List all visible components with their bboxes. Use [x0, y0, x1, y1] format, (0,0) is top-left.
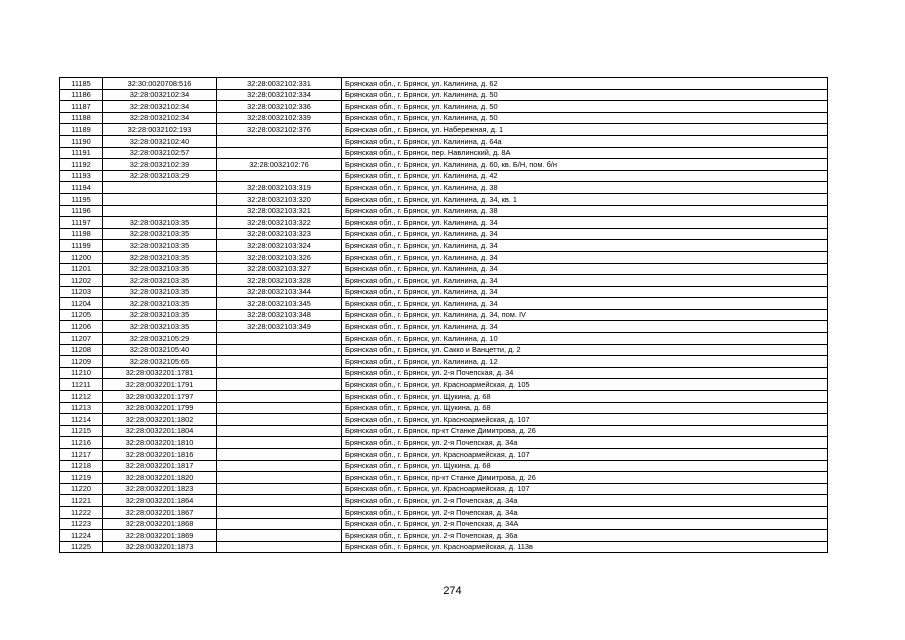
new-cadastral-number-cell: 32:28:0032103:348: [217, 309, 342, 321]
table-row: [60, 159, 828, 171]
table-row: [60, 263, 828, 275]
row-number-cell: 11200: [60, 251, 103, 263]
old-cadastral-number-cell: 32:28:0032103:35: [103, 286, 217, 298]
address-cell: Брянская обл., г. Брянск, ул. Калинина, д. 34, пом. IV: [342, 309, 828, 321]
new-cadastral-number-cell: 32:28:0032102:336: [217, 101, 342, 113]
table-row: [60, 170, 828, 182]
row-number-cell: 11195: [60, 193, 103, 205]
new-cadastral-number-cell: 32:28:0032103:321: [217, 205, 342, 217]
old-cadastral-number-cell: 32:28:0032201:1823: [103, 483, 217, 495]
address-cell: Брянская обл., г. Брянск, ул. Красноармейская, д. 107: [342, 414, 828, 426]
row-number-cell: 11198: [60, 228, 103, 240]
table-row: [60, 217, 828, 229]
row-number-cell: 11224: [60, 530, 103, 542]
new-cadastral-number-cell: [217, 460, 342, 472]
row-number-cell: 11212: [60, 391, 103, 403]
address-cell: Брянская обл., г. Брянск, ул. Калинина, д. 10: [342, 333, 828, 345]
table-row: [60, 518, 828, 530]
table-row: [60, 379, 828, 391]
address-cell: Брянская обл., г. Брянск, ул. Калинина, д. 34: [342, 228, 828, 240]
row-number-cell: 11220: [60, 483, 103, 495]
address-cell: Брянская обл., г. Брянск, ул. Калинина, д. 34: [342, 240, 828, 252]
new-cadastral-number-cell: [217, 449, 342, 461]
table-row: [60, 391, 828, 403]
old-cadastral-number-cell: 32:28:0032201:1816: [103, 449, 217, 461]
table-row: [60, 228, 828, 240]
table-row: [60, 541, 828, 553]
new-cadastral-number-cell: 32:28:0032102:76: [217, 159, 342, 171]
old-cadastral-number-cell: 32:28:0032105:65: [103, 356, 217, 368]
old-cadastral-number-cell: 32:30:0020708:516: [103, 78, 217, 90]
row-number-cell: 11222: [60, 506, 103, 518]
new-cadastral-number-cell: [217, 483, 342, 495]
row-number-cell: 11203: [60, 286, 103, 298]
old-cadastral-number-cell: 32:28:0032201:1791: [103, 379, 217, 391]
new-cadastral-number-cell: 32:28:0032103:349: [217, 321, 342, 333]
page-number: 274: [443, 585, 462, 597]
table-row: [60, 344, 828, 356]
registry-table: [59, 77, 828, 553]
row-number-cell: 11190: [60, 135, 103, 147]
row-number-cell: 11213: [60, 402, 103, 414]
new-cadastral-number-cell: 32:28:0032103:327: [217, 263, 342, 275]
table-row: [60, 112, 828, 124]
new-cadastral-number-cell: 32:28:0032103:323: [217, 228, 342, 240]
new-cadastral-number-cell: [217, 367, 342, 379]
table-row: [60, 356, 828, 368]
table-row: [60, 449, 828, 461]
row-number-cell: 11211: [60, 379, 103, 391]
old-cadastral-number-cell: 32:28:0032103:29: [103, 170, 217, 182]
new-cadastral-number-cell: [217, 402, 342, 414]
table-row: [60, 460, 828, 472]
new-cadastral-number-cell: [217, 541, 342, 553]
address-cell: Брянская обл., г. Брянск, пр-кт Станке Димитрова, д. 26: [342, 472, 828, 484]
address-cell: Брянская обл., г. Брянск, ул. 2-я Почепская, д. 34: [342, 367, 828, 379]
row-number-cell: 11223: [60, 518, 103, 530]
new-cadastral-number-cell: [217, 425, 342, 437]
new-cadastral-number-cell: [217, 333, 342, 345]
address-cell: Брянская обл., г. Брянск, ул. Калинина, д. 34: [342, 251, 828, 263]
address-cell: Брянская обл., г. Брянск, ул. Калинина, д. 38: [342, 205, 828, 217]
table-row: [60, 414, 828, 426]
address-cell: Брянская обл., г. Брянск, ул. Калинина, д. 12: [342, 356, 828, 368]
row-number-cell: 11216: [60, 437, 103, 449]
row-number-cell: 11193: [60, 170, 103, 182]
row-number-cell: 11215: [60, 425, 103, 437]
table-row: [60, 124, 828, 136]
address-cell: Брянская обл., г. Брянск, ул. Калинина, д. 50: [342, 89, 828, 101]
new-cadastral-number-cell: [217, 356, 342, 368]
address-cell: Брянская обл., г. Брянск, ул. Калинина, д. 34: [342, 286, 828, 298]
new-cadastral-number-cell: 32:28:0032103:326: [217, 251, 342, 263]
row-number-cell: 11208: [60, 344, 103, 356]
address-cell: Брянская обл., г. Брянск, ул. Красноармейская, д. 113в: [342, 541, 828, 553]
address-cell: Брянская обл., г. Брянск, ул. Набережная, д. 1: [342, 124, 828, 136]
address-cell: Брянская обл., г. Брянск, ул. Калинина, д. 34: [342, 217, 828, 229]
address-cell: Брянская обл., г. Брянск, ул. Калинина, д. 34: [342, 298, 828, 310]
new-cadastral-number-cell: [217, 135, 342, 147]
row-number-cell: 11191: [60, 147, 103, 159]
new-cadastral-number-cell: 32:28:0032103:319: [217, 182, 342, 194]
address-cell: Брянская обл., г. Брянск, ул. Сакко и Ванцетти, д. 2: [342, 344, 828, 356]
row-number-cell: 11192: [60, 159, 103, 171]
old-cadastral-number-cell: 32:28:0032103:35: [103, 321, 217, 333]
table-row: [60, 78, 828, 90]
table-row: [60, 506, 828, 518]
new-cadastral-number-cell: 32:28:0032103:322: [217, 217, 342, 229]
table-row: [60, 135, 828, 147]
old-cadastral-number-cell: 32:28:0032102:34: [103, 112, 217, 124]
old-cadastral-number-cell: 32:28:0032201:1781: [103, 367, 217, 379]
address-cell: Брянская обл., г. Брянск, ул. Калинина, д. 50: [342, 112, 828, 124]
old-cadastral-number-cell: 32:28:0032201:1799: [103, 402, 217, 414]
old-cadastral-number-cell: 32:28:0032201:1802: [103, 414, 217, 426]
address-cell: Брянская обл., г. Брянск, ул. Калинина, д. 34: [342, 321, 828, 333]
new-cadastral-number-cell: [217, 518, 342, 530]
new-cadastral-number-cell: 32:28:0032102:334: [217, 89, 342, 101]
address-cell: Брянская обл., г. Брянск, ул. Калинина, д. 50: [342, 101, 828, 113]
address-cell: Брянская обл., г. Брянск, ул. 2-я Почепская, д. 36а: [342, 530, 828, 542]
table-row: [60, 425, 828, 437]
address-cell: Брянская обл., г. Брянск, ул. 2-я Почепская, д. 34а: [342, 495, 828, 507]
new-cadastral-number-cell: [217, 147, 342, 159]
row-number-cell: 11217: [60, 449, 103, 461]
table-row: [60, 298, 828, 310]
old-cadastral-number-cell: 32:28:0032201:1873: [103, 541, 217, 553]
table-row: [60, 333, 828, 345]
old-cadastral-number-cell: [103, 182, 217, 194]
row-number-cell: 11189: [60, 124, 103, 136]
address-cell: Брянская обл., г. Брянск, ул. Красноармейская, д. 107: [342, 449, 828, 461]
old-cadastral-number-cell: 32:28:0032201:1797: [103, 391, 217, 403]
old-cadastral-number-cell: 32:28:0032102:193: [103, 124, 217, 136]
old-cadastral-number-cell: 32:28:0032103:35: [103, 240, 217, 252]
new-cadastral-number-cell: [217, 506, 342, 518]
old-cadastral-number-cell: 32:28:0032201:1810: [103, 437, 217, 449]
table-row: [60, 321, 828, 333]
table-row: [60, 286, 828, 298]
new-cadastral-number-cell: 32:28:0032102:339: [217, 112, 342, 124]
row-number-cell: 11218: [60, 460, 103, 472]
old-cadastral-number-cell: 32:28:0032102:34: [103, 101, 217, 113]
old-cadastral-number-cell: 32:28:0032102:39: [103, 159, 217, 171]
registry-table-body: [60, 78, 828, 553]
address-cell: Брянская обл., г. Брянск, ул. Калинина, д. 42: [342, 170, 828, 182]
table-row: [60, 367, 828, 379]
old-cadastral-number-cell: [103, 205, 217, 217]
address-cell: Брянская обл., г. Брянск, пер. Навлинский, д. 8А: [342, 147, 828, 159]
address-cell: Брянская обл., г. Брянск, ул. Калинина, д. 34, кв. 1: [342, 193, 828, 205]
table-row: [60, 472, 828, 484]
new-cadastral-number-cell: 32:28:0032102:331: [217, 78, 342, 90]
row-number-cell: 11209: [60, 356, 103, 368]
old-cadastral-number-cell: 32:28:0032201:1869: [103, 530, 217, 542]
address-cell: Брянская обл., г. Брянск, ул. Красноармейская, д. 105: [342, 379, 828, 391]
address-cell: Брянская обл., г. Брянск, ул. Щукина, д. 68: [342, 460, 828, 472]
address-cell: Брянская обл., г. Брянск, ул. Калинина, д. 62: [342, 78, 828, 90]
table-row: [60, 240, 828, 252]
row-number-cell: 11194: [60, 182, 103, 194]
row-number-cell: 11219: [60, 472, 103, 484]
old-cadastral-number-cell: 32:28:0032201:1804: [103, 425, 217, 437]
old-cadastral-number-cell: 32:28:0032105:29: [103, 333, 217, 345]
table-row: [60, 483, 828, 495]
table-row: [60, 495, 828, 507]
old-cadastral-number-cell: 32:28:0032201:1867: [103, 506, 217, 518]
address-cell: Брянская обл., г. Брянск, ул. Калинина, д. 64а: [342, 135, 828, 147]
table-row: [60, 437, 828, 449]
address-cell: Брянская обл., г. Брянск, ул. 2-я Почепская, д. 34А: [342, 518, 828, 530]
address-cell: Брянская обл., г. Брянск, ул. Щукина, д. 68: [342, 402, 828, 414]
row-number-cell: 11197: [60, 217, 103, 229]
new-cadastral-number-cell: [217, 391, 342, 403]
row-number-cell: 11207: [60, 333, 103, 345]
row-number-cell: 11199: [60, 240, 103, 252]
address-cell: Брянская обл., г. Брянск, ул. 2-я Почепская, д. 34а: [342, 506, 828, 518]
table-row: [60, 251, 828, 263]
row-number-cell: 11204: [60, 298, 103, 310]
row-number-cell: 11188: [60, 112, 103, 124]
new-cadastral-number-cell: [217, 379, 342, 391]
table-row: [60, 309, 828, 321]
old-cadastral-number-cell: 32:28:0032103:35: [103, 217, 217, 229]
address-cell: Брянская обл., г. Брянск, ул. Калинина, д. 34: [342, 275, 828, 287]
old-cadastral-number-cell: 32:28:0032201:1868: [103, 518, 217, 530]
address-cell: Брянская обл., г. Брянск, ул. Щукина, д. 68: [342, 391, 828, 403]
new-cadastral-number-cell: [217, 437, 342, 449]
old-cadastral-number-cell: 32:28:0032105:40: [103, 344, 217, 356]
new-cadastral-number-cell: [217, 344, 342, 356]
old-cadastral-number-cell: 32:28:0032201:1864: [103, 495, 217, 507]
table-row: [60, 530, 828, 542]
old-cadastral-number-cell: 32:28:0032201:1817: [103, 460, 217, 472]
old-cadastral-number-cell: 32:28:0032102:57: [103, 147, 217, 159]
row-number-cell: 11214: [60, 414, 103, 426]
old-cadastral-number-cell: 32:28:0032102:40: [103, 135, 217, 147]
address-cell: Брянская обл., г. Брянск, ул. Калинина, д. 38: [342, 182, 828, 194]
old-cadastral-number-cell: 32:28:0032103:35: [103, 263, 217, 275]
new-cadastral-number-cell: [217, 495, 342, 507]
row-number-cell: 11205: [60, 309, 103, 321]
new-cadastral-number-cell: [217, 472, 342, 484]
table-row: [60, 205, 828, 217]
address-cell: Брянская обл., г. Брянск, ул. Красноармейская, д. 107: [342, 483, 828, 495]
old-cadastral-number-cell: 32:28:0032103:35: [103, 251, 217, 263]
new-cadastral-number-cell: [217, 530, 342, 542]
table-row: [60, 101, 828, 113]
row-number-cell: 11210: [60, 367, 103, 379]
new-cadastral-number-cell: 32:28:0032102:376: [217, 124, 342, 136]
old-cadastral-number-cell: [103, 193, 217, 205]
row-number-cell: 11187: [60, 101, 103, 113]
table-row: [60, 147, 828, 159]
new-cadastral-number-cell: 32:28:0032103:344: [217, 286, 342, 298]
new-cadastral-number-cell: [217, 170, 342, 182]
new-cadastral-number-cell: 32:28:0032103:328: [217, 275, 342, 287]
address-cell: Брянская обл., г. Брянск, ул. Калинина, д. 34: [342, 263, 828, 275]
old-cadastral-number-cell: 32:28:0032103:35: [103, 309, 217, 321]
old-cadastral-number-cell: 32:28:0032103:35: [103, 298, 217, 310]
address-cell: Брянская обл., г. Брянск, ул. Калинина, д. 60, кв. Б/Н, пом. б/н: [342, 159, 828, 171]
address-cell: Брянская обл., г. Брянск, пр-кт Станке Димитрова, д. 26: [342, 425, 828, 437]
row-number-cell: 11202: [60, 275, 103, 287]
table-row: [60, 89, 828, 101]
row-number-cell: 11196: [60, 205, 103, 217]
new-cadastral-number-cell: [217, 414, 342, 426]
new-cadastral-number-cell: 32:28:0032103:324: [217, 240, 342, 252]
old-cadastral-number-cell: 32:28:0032103:35: [103, 228, 217, 240]
row-number-cell: 11221: [60, 495, 103, 507]
new-cadastral-number-cell: 32:28:0032103:345: [217, 298, 342, 310]
old-cadastral-number-cell: 32:28:0032201:1820: [103, 472, 217, 484]
address-cell: Брянская обл., г. Брянск, ул. 2-я Почепская, д. 34а: [342, 437, 828, 449]
row-number-cell: 11186: [60, 89, 103, 101]
row-number-cell: 11206: [60, 321, 103, 333]
row-number-cell: 11185: [60, 78, 103, 90]
table-row: [60, 275, 828, 287]
table-row: [60, 193, 828, 205]
row-number-cell: 11225: [60, 541, 103, 553]
new-cadastral-number-cell: 32:28:0032103:320: [217, 193, 342, 205]
old-cadastral-number-cell: 32:28:0032103:35: [103, 275, 217, 287]
row-number-cell: 11201: [60, 263, 103, 275]
old-cadastral-number-cell: 32:28:0032102:34: [103, 89, 217, 101]
table-row: [60, 402, 828, 414]
table-row: [60, 182, 828, 194]
